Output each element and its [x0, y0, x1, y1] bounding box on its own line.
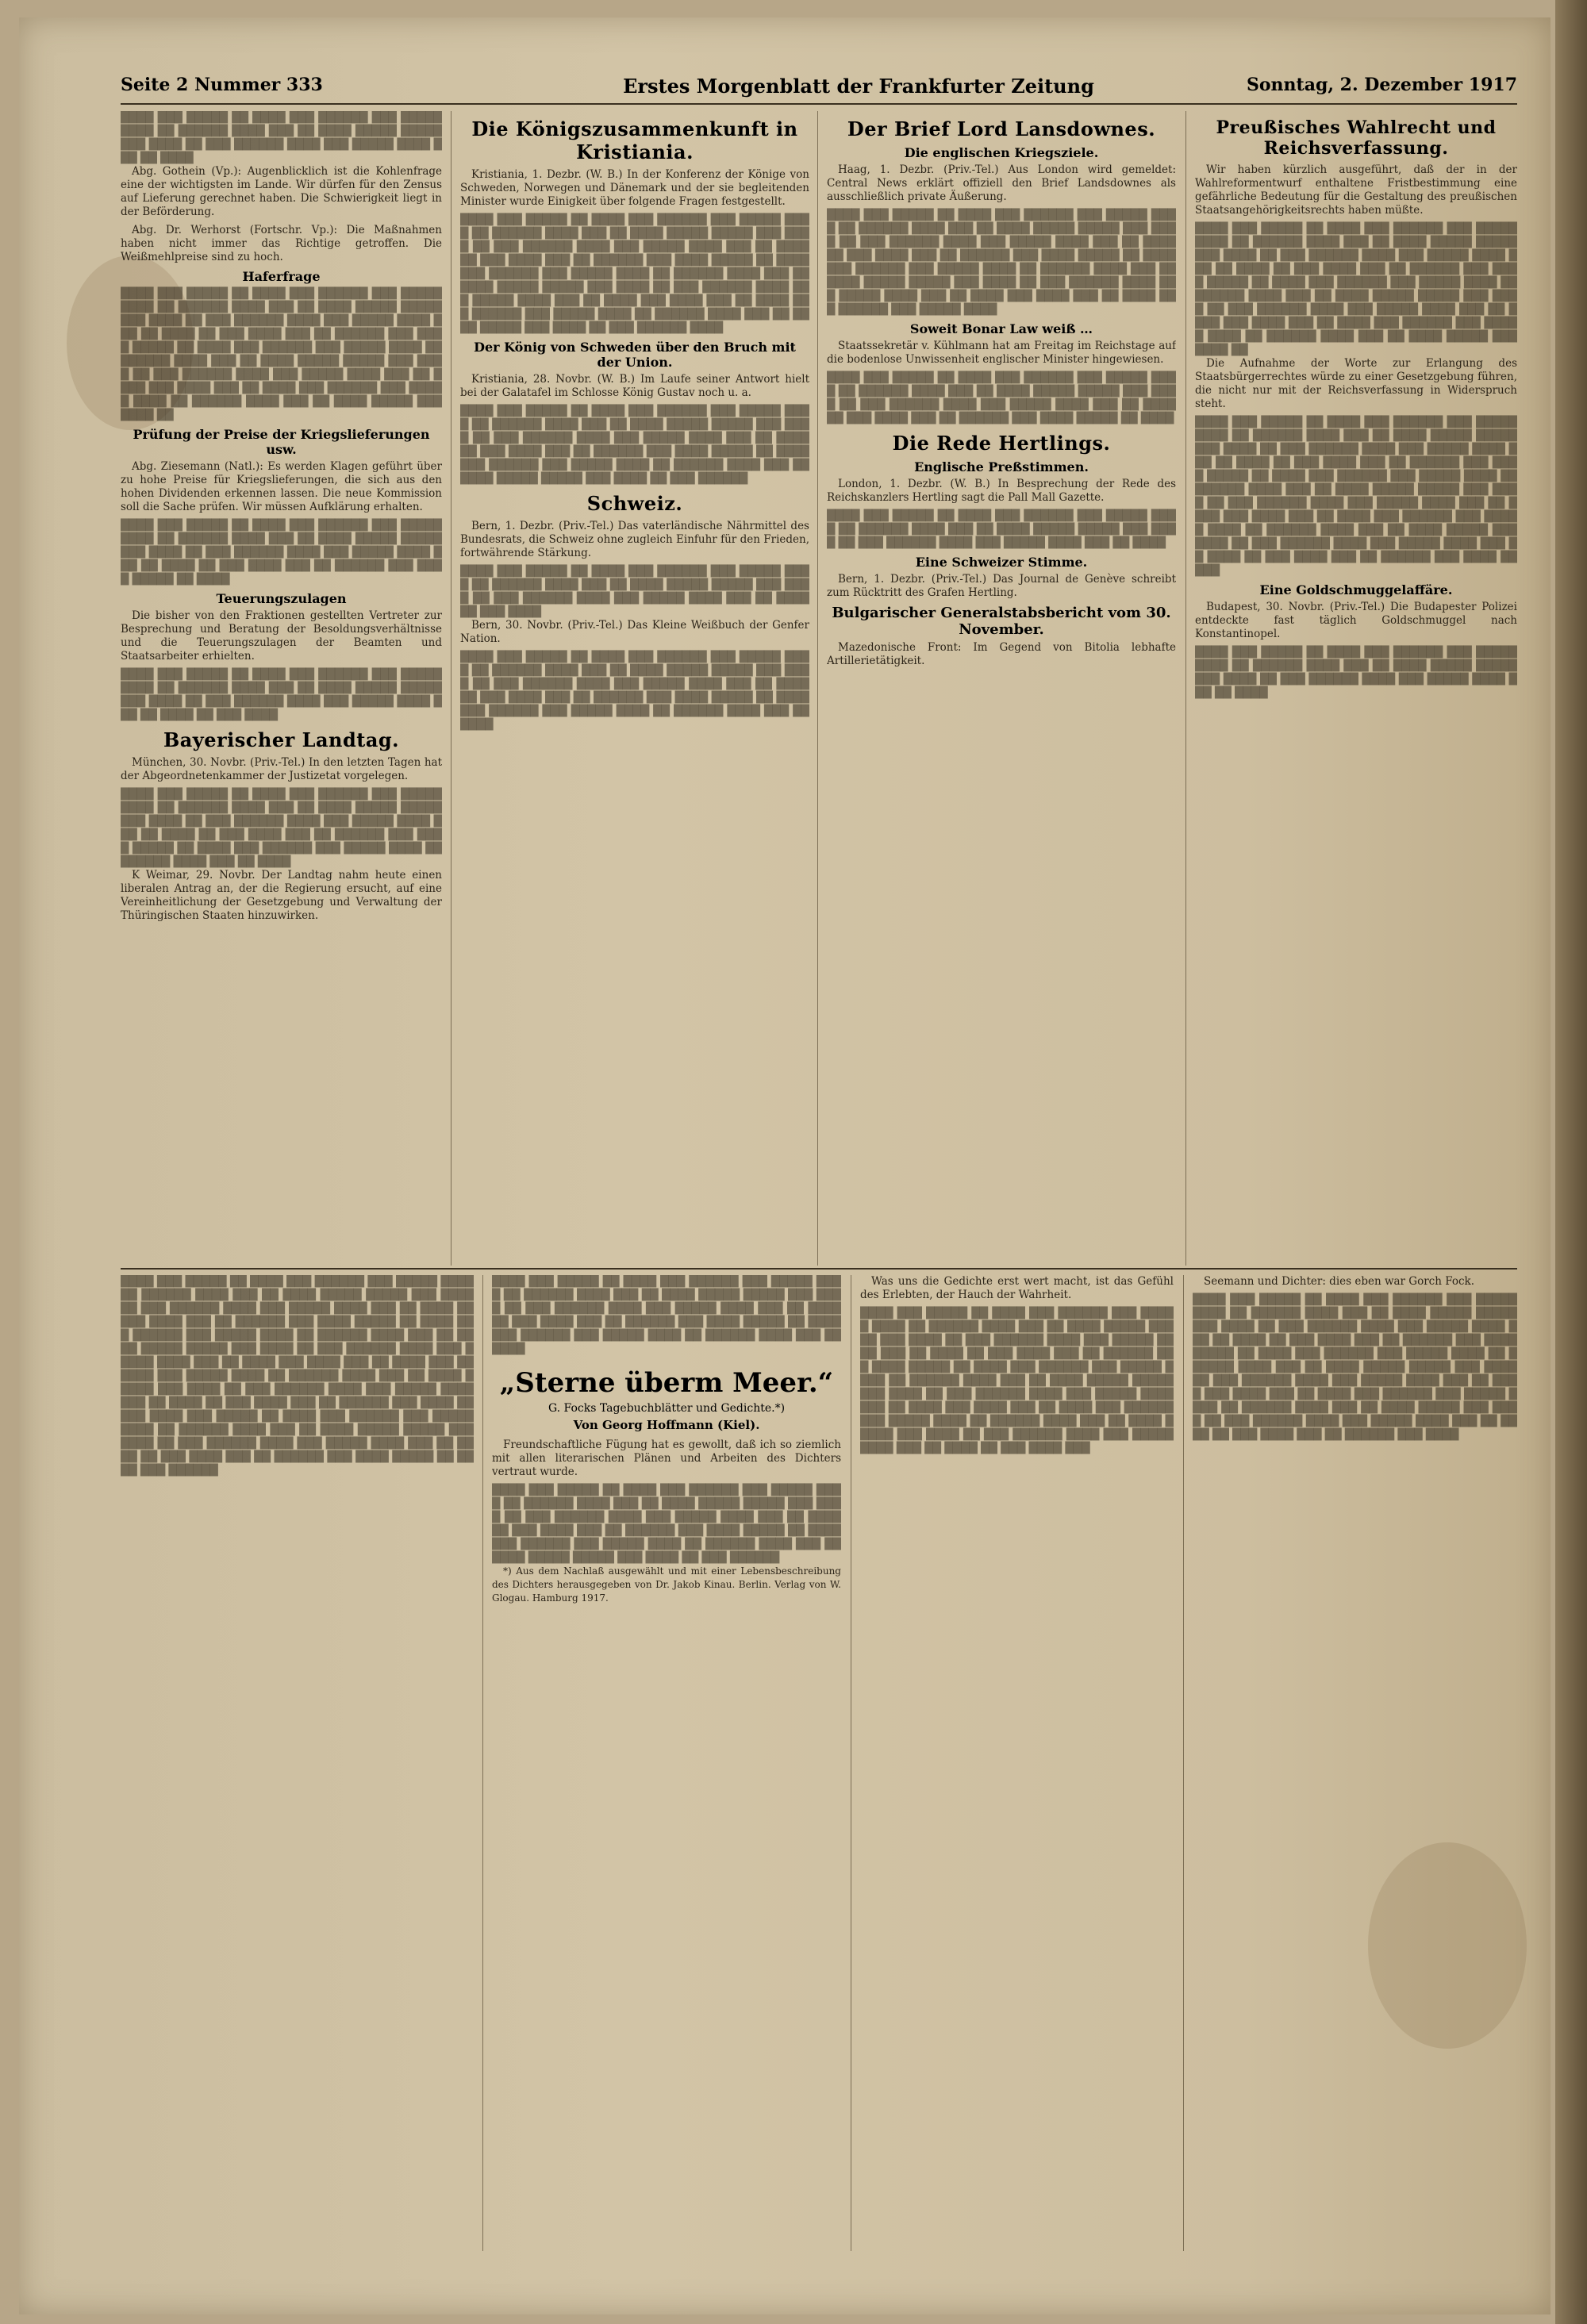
- paragraph: Abg. Gothein (Vp.): Augenblicklich ist die Kohlenfrage eine der wichtigsten im Lande. Wir dürfen für den Zensus auf Lieferung gerechnet haben. Die Schwierigkeit liegt in der Beförderung.: [121, 165, 442, 218]
- feuilleton-column-1: [121, 1275, 474, 2251]
- text-filler: ████ ███ █████ ██ ████ ███ ██████ ███ █████ ████ ██ ██████ ████ ███ ██ ████ █████ █████ ███ ████ ██ ███ ██████ ████ ███ █████ ████ ███ ██ ████ ██ ███ ████ ███ ██ ██████ ███ ████ █████ ██ ████: [121, 519, 442, 586]
- column-rule: [1185, 111, 1186, 1266]
- article-headline: Preußisches Wahlrecht und Reichsverfassung.: [1216, 117, 1497, 159]
- text-filler: ████ ███ █████ ██ ████ ███ ██████ ███ █████ ████ ██ ██████ ████ ███ ██ ████ █████ █████ ███ ████ ██ ███ ██████ ████ ███ █████ ████ ███ ██ ████ ██ ███ ████ ███ ██ ██████ ███ ████ █████ ██ ████ ███ ██████ ███ █████ ████ ██ ██████ ████ ███ ██ ████ █████ █████ ███ ████ ██ ███ ██████ ████ ███ █████ ████ ███ ██ ████ ███ ████ ███ ██ ████ ███ ██████ ███ █████ ████ ██ ██████ ████ ███ ██ ████ █████ ███ ████ ██ ███ ██████ ████ ███ █████ ████ ███ ██ ████ ██ ███ ████ ███ ██ ██████ ███ ████ █████: [1195, 416, 1517, 577]
- column-1: [121, 111, 442, 1266]
- text-filler: ████ ███ █████ ██ ████ ███ ██████ ███ █████ ████ ██ ██████ ████ ███ ██ ████ █████ █████ ███ ████ ██ ███ ██████ ████ ███ █████ ████ ███ ██ ████ ██ ███ ████ ███ ██ ██████ ███ ████ █████ ██ ████ ███ ██████ ███ █████ ████ ██ ██████ ████ ███ ██ ████ █████ █████ ███ ████ ██ ███ ██████ ████ ███ █████ ████ ███ ██ ████ ███ ████ ███ ██ ████ ███ ██████ ███ █████ ████ ██ ██████ ████ ███ ██ ████ █████ ███ ████ ██ ███ ██████ ████ ███ █████ ████ ███ ██ ████ ██ ███ ████ ███ ██ ██████ ███ ████ █████ ████ ███ █████ ██ ████ ███ ██████ ███ █████ ████ ██ ██████ ████ ███ ██ ████ █████ █████ ███ ████ ██ ███ ██████ ████ ███ █████ ████ ███ ██ ████ ██ ███ ████ ███ ██ ██████ ███ ████ █████ ██ ████ ███ ██████: [121, 1275, 474, 1477]
- text-filler: ████ ███ █████ ██ ████ ███ ██████ ███ █████ ████ ██ ██████ ████ ███ ██ ████ █████ █████ ███ ████ ██ ███ ██████ ████ ███ █████ ████ ███ ██ ████ ██ ███ ████ ███ ██ ██████ ███ ████ █████ ██ ████ ███ ██████ ███ █████ ████ ██ ██████ ████ ███ ██ ████ █████ █████ ███ ████ ██ ███ ██████ ████ ███ █████ ████ ███ ██ ████ ███ ████ ███ ██ ████ ███ ██████ ███ █████ ████ ██ ██████ ████ ███ ██ ████ █████ ███ ████ ██: [1195, 222, 1517, 356]
- text-filler: ████ ███ █████ ██ ████ ███ ██████ ███ █████ ████ ██ ██████ ████ ███ ██ ████ █████ █████ ███ ████ ██ ███ ██████ ████ ███ █████ ████ ███ ██ ████ ██ ███ ████ ███ ██ ██████ ███ ████ █████ ██ ████ ███ ██████ ███ █████ ████ ██ ██████ ████ ███ ██ ████: [492, 1275, 841, 1355]
- column-2: [460, 111, 809, 1266]
- column-rule: [451, 111, 452, 1266]
- text-filler: ████ ███ █████ ██ ████ ███ ██████ ███ █████ ████ ██ ██████ ████ ███ ██ ████ █████ █████ ███ ████ ██ ███ ██████ ████ ███ █████ ████ ███ ██ ████ ██ ███ ████ ███ ██ ██████ ███ ████ █████ ██ ████ ███ ██████ ███ █████ ████ ██ ██████ ████ ███ ██ ████: [460, 651, 809, 731]
- text-filler: ████ ███ █████ ██ ████ ███ ██████ ███ █████ ████ ██ ██████ ████ ███ ██ ████ █████ █████ ███ ████ ██ ███ ██████ ████ ███ █████ ████ ███ ██ ████ ██ ███ ████ ███ ██ ██████ ███ ████ █████ ██ ████ ███ ██████ ███ █████ ████ ██ ██████ ████ ███ ██ ████ █████ █████ ███ ████ ██ ███ ██████: [460, 405, 809, 485]
- feuilleton-title: „Sterne überm Meer.“: [499, 1367, 834, 1399]
- paragraph: Was uns die Gedichte erst wert macht, ist das Gefühl des Erlebten, der Hauch der Wahrheit.: [860, 1275, 1174, 1301]
- paragraph: Kristiania, 28. Novbr. (W. B.) Im Laufe seiner Antwort hielt bei der Galatafel im Schlosse König Gustav noch u. a.: [460, 373, 809, 399]
- paragraph: Die Aufnahme der Worte zur Erlangung des Staatsbürgerrechtes würde zu einer Gesetzgebung führen, die nicht nur mit der Reichsverfassung in Widerspruch steht.: [1195, 357, 1517, 410]
- text-filler: ████ ███ █████ ██ ████ ███ ██████ ███ █████ ████ ██ ██████ ████ ███ ██ ████ █████ █████ ███ ████ ██ ███ ██████ ████ ███ █████ ████ ███ ██ ████: [1195, 646, 1517, 699]
- masthead: [121, 68, 1517, 105]
- paragraph: K Weimar, 29. Novbr. Der Landtag nahm heute einen liberalen Antrag an, der die Regierung ersucht, auf eine Vereinheitlichung der Gesetzgebung und Verwaltung der Thüringischen Staaten hinzuwirken.: [121, 869, 442, 922]
- paragraph: Die bisher von den Fraktionen gestellten Vertreter zur Besprechung und Beratung der Besoldungsverhältnisse und die Teuerungszulagen der Beamten und Staatsarbeiter erhielten.: [121, 609, 442, 663]
- paragraph: Abg. Ziesemann (Natl.): Es werden Klagen geführt über zu hohe Preise für Kriegslieferungen, die sich aus den hohen Dividenden erkennen lassen. Die neue Kommission soll die Sache prüfen. Wir müssen Aufklärung erhalten.: [121, 460, 442, 513]
- paragraph: Seemann und Dichter: dies eben war Gorch Fock.: [1204, 1275, 1475, 1288]
- paragraph: München, 30. Novbr. (Priv.-Tel.) In den letzten Tagen hat der Abgeordnetenkammer der Justizetat vorgelegen.: [121, 756, 442, 782]
- feuilleton-column-3: [860, 1275, 1174, 2251]
- footnote: *) Aus dem Nachlaß ausgewählt und mit einer Lebensbeschreibung des Dichters herausgegeben von Dr. Jakob Kinau. Berlin. Verlag von W. Glogau. Hamburg 1917.: [492, 1565, 841, 1604]
- column-rule: [817, 111, 818, 1266]
- text-filler: ████ ███ █████ ██ ████ ███ ██████ ███ █████ ████ ██ ██████ ████ ███ ██ ████ █████ █████ ███ ████ ██ ███ ██████ ████ ███ █████ ████ ███ ██ ████ ██ ███ ████ ███ ██ ██████ ███ ████ █████ ██ ████ ███ ██████ ███ █████ ████ ██ ██████ ████ ███ ██ ████ █████ █████ ███ ████ ██ ███ ██████ ████ ███ █████ ████ ███ ██ ████ ███ ████ ███ ██ ████ ███ ██████ ███ █████ ████ ██ ██████ ████ ███ ██ ████ █████ ███ ████ ██ ███ ██████ ████ ███ █████ ████ ███ ██ ████ ██ ███ ████ ███: [860, 1307, 1174, 1454]
- paragraph: Abg. Dr. Werhorst (Fortschr. Vp.): Die Maßnahmen haben nicht immer das Richtige getroffen. Die Weißmehlpreise sind zu hoch.: [121, 224, 442, 263]
- article-headline: Die Königszusammenkunft in Kristiania.: [471, 117, 798, 163]
- section-subheading: Englische Preßstimmen.: [914, 459, 1089, 474]
- paragraph: Kristiania, 1. Dezbr. (W. B.) In der Konferenz der Könige von Schweden, Norwegen und Dänemark und der sie begleitenden Minister wurde Einigkeit über folgende Fragen festgestellt.: [460, 168, 809, 208]
- text-filler: ████ ███ █████ ██ ████ ███ ██████ ███ █████ ████ ██ ██████ ████ ███ ██ ████ █████ █████ ███ ████ ██ ███ ██████ ████ ███ █████ ████ ███ ██ ████: [827, 509, 1176, 549]
- paragraph: Freundschaftliche Fügung hat es gewollt, daß ich so ziemlich mit allen literarischen Plänen und Arbeiten des Dichters vertraut wurde.: [492, 1439, 841, 1478]
- text-filler: ████ ███ █████ ██ ████ ███ ██████ ███ █████ ████ ██ ██████ ████ ███ ██ ████ █████ █████ ███ ████ ██ ███ ██████ ████ ███ █████ ████ ███ ██ ████ ██ ███ ████ ███ ██ ██████ ███ ████ █████ ██ ████ ███ ██████ ███ █████ ████ ██ ██████ ████ ███ ██ ████ █████ █████ ███ ████ ██ ███ ██████ ████ ███ █████ ████ ███ ██ ████ ███ ████ ███ ██ ████ ███ ██████ ███ █████ ████ ██ ██████ ████ ███ ██ ████ █████ ███ ████ ██: [121, 287, 442, 421]
- paragraph: Bern, 1. Dezbr. (Priv.-Tel.) Das Journal de Genève schreibt zum Rücktritt des Grafen Hertling.: [827, 573, 1176, 599]
- article-headline: Die Rede Hertlings.: [892, 432, 1111, 455]
- section-heading: Prüfung der Preise der Kriegslieferungen usw.: [133, 427, 430, 457]
- section-heading: Der König von Schweden über den Bruch mit der Union.: [474, 340, 796, 370]
- feuilleton-subtitle: G. Focks Tagebuchblätter und Gedichte.*): [548, 1402, 786, 1415]
- paragraph: Haag, 1. Dezbr. (Priv.-Tel.) Aus London wird gemeldet: Central News erklärt offiziell den Brief Landsdownes als ausschließlich private Äußerung.: [827, 163, 1176, 203]
- paragraph: London, 1. Dezbr. (W. B.) In Besprechung der Rede des Reichskanzlers Hertling sagt die Pall Mall Gazette.: [827, 478, 1176, 504]
- article-headline: Der Brief Lord Lansdownes.: [847, 117, 1156, 140]
- text-filler: ████ ███ █████ ██ ████ ███ ██████ ███ █████ ████ ██ ██████ ████ ███ ██ ████ █████ █████ ███ ████ ██ ███ ██████ ████ ███ █████ ████ ███ ██ ████ ██ ███ ████ ███ ██ ██████ ███ ████ █████ ██ ████: [827, 371, 1176, 424]
- text-filler: ████ ███ █████ ██ ████ ███ ██████ ███ █████ ████ ██ ██████ ████ ███ ██ ████ █████ █████ ███ ████ ██ ███ ██████ ████ ███ █████ ████ ███ ██ ████ ██ ███ ████ ███ ██ ██████ ███ ████ █████ ██ ████ ███ ██████ ███ █████ ████ ██ ██████ ████ ███ ██ ████ █████ █████ ███ ████ ██ ███ ██████: [492, 1484, 841, 1564]
- binding-edge: [1555, 0, 1587, 2324]
- text-filler: ████ ███ █████ ██ ████ ███ ██████ ███ █████ ████ ██ ██████ ████ ███ ██ ████ █████ █████ ███ ████ ██ ███ ██████ ████ ███ █████ ████ ███ ██ ████ ██ ███ ████ ███ ██ ██████ ███ ████ █████ ██ ████ ███ ██████ ███ █████ ████ ██ ██████ ████ ███ ██ ████: [121, 788, 442, 868]
- text-filler: ████ ███ █████ ██ ████ ███ ██████ ███ █████ ████ ██ ██████ ████ ███ ██ ████ █████ █████ ███ ████ ██ ███ ██████ ████ ███ █████ ████ ███ ██ ████ ██ ███ ████ ███ ██ ██████ ███ ████ █████ ██ ████ ███ ██████ ███ █████ ████ ██ ██████ ████ ███ ██ ████ █████ █████ ███ ████ ██ ███ ██████ ████ ███ █████ ████ ███ ██ ████ ███ ████ ███ ██ ████ ███ ██████ ███ █████ ████ ██ ██████ ████ ███ ██ ████ █████ ███ ████ ██ ███ ██████ ████ ███ █████ ████ ███ ██ ████ ██ ███ ████ ███ ██ ██████ ███ ████: [1193, 1293, 1517, 1441]
- paragraph: Wir haben kürzlich ausgeführt, daß der in der Wahlreformentwurf enthaltene Fristbestimmung eine gefährliche Bedeutung für die Gestaltung des preußischen Staatsangehörigkeitsrechts haben müßte.: [1195, 163, 1517, 217]
- text-filler: ████ ███ █████ ██ ████ ███ ██████ ███ █████ ████ ██ ██████ ████ ███ ██ ████ █████ █████ ███ ████ ██ ███ ██████ ████ ███ █████ ████ ███ ██ ████: [121, 111, 442, 164]
- paragraph: Bern, 1. Dezbr. (Priv.-Tel.) Das vaterländische Nährmittel des Bundesrats, die Schweiz ohne zugleich Einfuhr für den Frieden, fortwährende Stärkung.: [460, 520, 809, 559]
- feuilleton-divider: [121, 1268, 1517, 1270]
- paragraph: Staatssekretär v. Kühlmann hat am Freitag im Reichstage auf die bodenlose Unwissenheit englischer Minister hingewiesen.: [827, 340, 1176, 366]
- section-heading: Teuerungszulagen: [216, 591, 347, 606]
- text-filler: ████ ███ █████ ██ ████ ███ ██████ ███ █████ ████ ██ ██████ ████ ███ ██ ████ █████ █████ ███ ████ ██ ███ ██████ ████ ███ █████ ████ ███ ██ ████ ██ ███ ████: [121, 668, 442, 721]
- column-rule: [1183, 1275, 1184, 2251]
- column-3: [827, 111, 1176, 1266]
- newspaper-title: Erstes Morgenblatt der Frankfurter Zeitung: [623, 75, 1094, 98]
- section-subheading: Soweit Bonar Law weiß …: [909, 321, 1093, 336]
- text-filler: ████ ███ █████ ██ ████ ███ ██████ ███ █████ ████ ██ ██████ ████ ███ ██ ████ █████ █████ ███ ████ ██ ███ ██████ ████ ███ █████ ████ ███ ██ ████ ██ ███ ████ ███ ██ ██████ ███ ████ █████ ██ ████ ███ ██████ ███ █████ ████ ██ ██████ ████ ███ ██ ████ █████ █████ ███ ████ ██ ███ ██████ ████ ███ █████ ████ ███ ██ ████ ███ ████ ███ ██ ████ ███ ██████ ███ █████ ████ ██ ██████ ████ ███ ██ ████ █████ ███ ████ ██ ███ ██████ ████: [460, 213, 809, 334]
- section-heading: Haferfrage: [242, 269, 321, 284]
- page-number: Seite 2 Nummer 333: [121, 75, 323, 95]
- paragraph: Bern, 30. Novbr. (Priv.-Tel.) Das Kleine Weißbuch der Genfer Nation.: [460, 619, 809, 645]
- section-heading: Bulgarischer Generalstabsbericht vom 30. November.: [832, 605, 1171, 638]
- column-rule: [482, 1275, 483, 2251]
- section-subheading: Eine Goldschmuggelaffäre.: [1259, 582, 1453, 597]
- feuilleton-column-4: [1193, 1275, 1517, 2251]
- paragraph: Mazedonische Front: Im Gegend von Bitolia lebhafte Artillerietätigkeit.: [827, 641, 1176, 667]
- feuilleton-column-2: [492, 1275, 841, 2251]
- section-subheading: Eine Schweizer Stimme.: [915, 555, 1088, 570]
- section-subheading: Die englischen Kriegsziele.: [904, 145, 1099, 160]
- text-filler: ████ ███ █████ ██ ████ ███ ██████ ███ █████ ████ ██ ██████ ████ ███ ██ ████ █████ █████ ███ ████ ██ ███ ██████ ████ ███ █████ ████ ███ ██ ████ ██ ███ ████: [460, 565, 809, 618]
- column-4: [1195, 111, 1517, 1266]
- section-heading: Schweiz.: [586, 492, 683, 515]
- issue-date: Sonntag, 2. Dezember 1917: [1247, 75, 1517, 95]
- paragraph: Budapest, 30. Novbr. (Priv.-Tel.) Die Budapester Polizei entdeckte fast täglich Goldschmuggel nach Konstantinopel.: [1195, 601, 1517, 640]
- feuilleton-author: Von Georg Hoffmann (Kiel).: [573, 1418, 760, 1432]
- text-filler: ████ ███ █████ ██ ████ ███ ██████ ███ █████ ████ ██ ██████ ████ ███ ██ ████ █████ █████ ███ ████ ██ ███ ██████ ████ ███ █████ ████ ███ ██ ████ ██ ███ ████ ███ ██ ██████ ███ ████ █████ ██ ████ ███ ██████ ███ █████ ████ ██ ██████ ████ ███ ██ ████ █████ █████ ███ ████ ██ ███ ██████ ████ ███ █████ ████ ███ ██ ████ ███ ████ ███ ██ ████ ███ ██████ ███ █████ ████: [827, 209, 1176, 316]
- section-heading: Bayerischer Landtag.: [163, 728, 400, 751]
